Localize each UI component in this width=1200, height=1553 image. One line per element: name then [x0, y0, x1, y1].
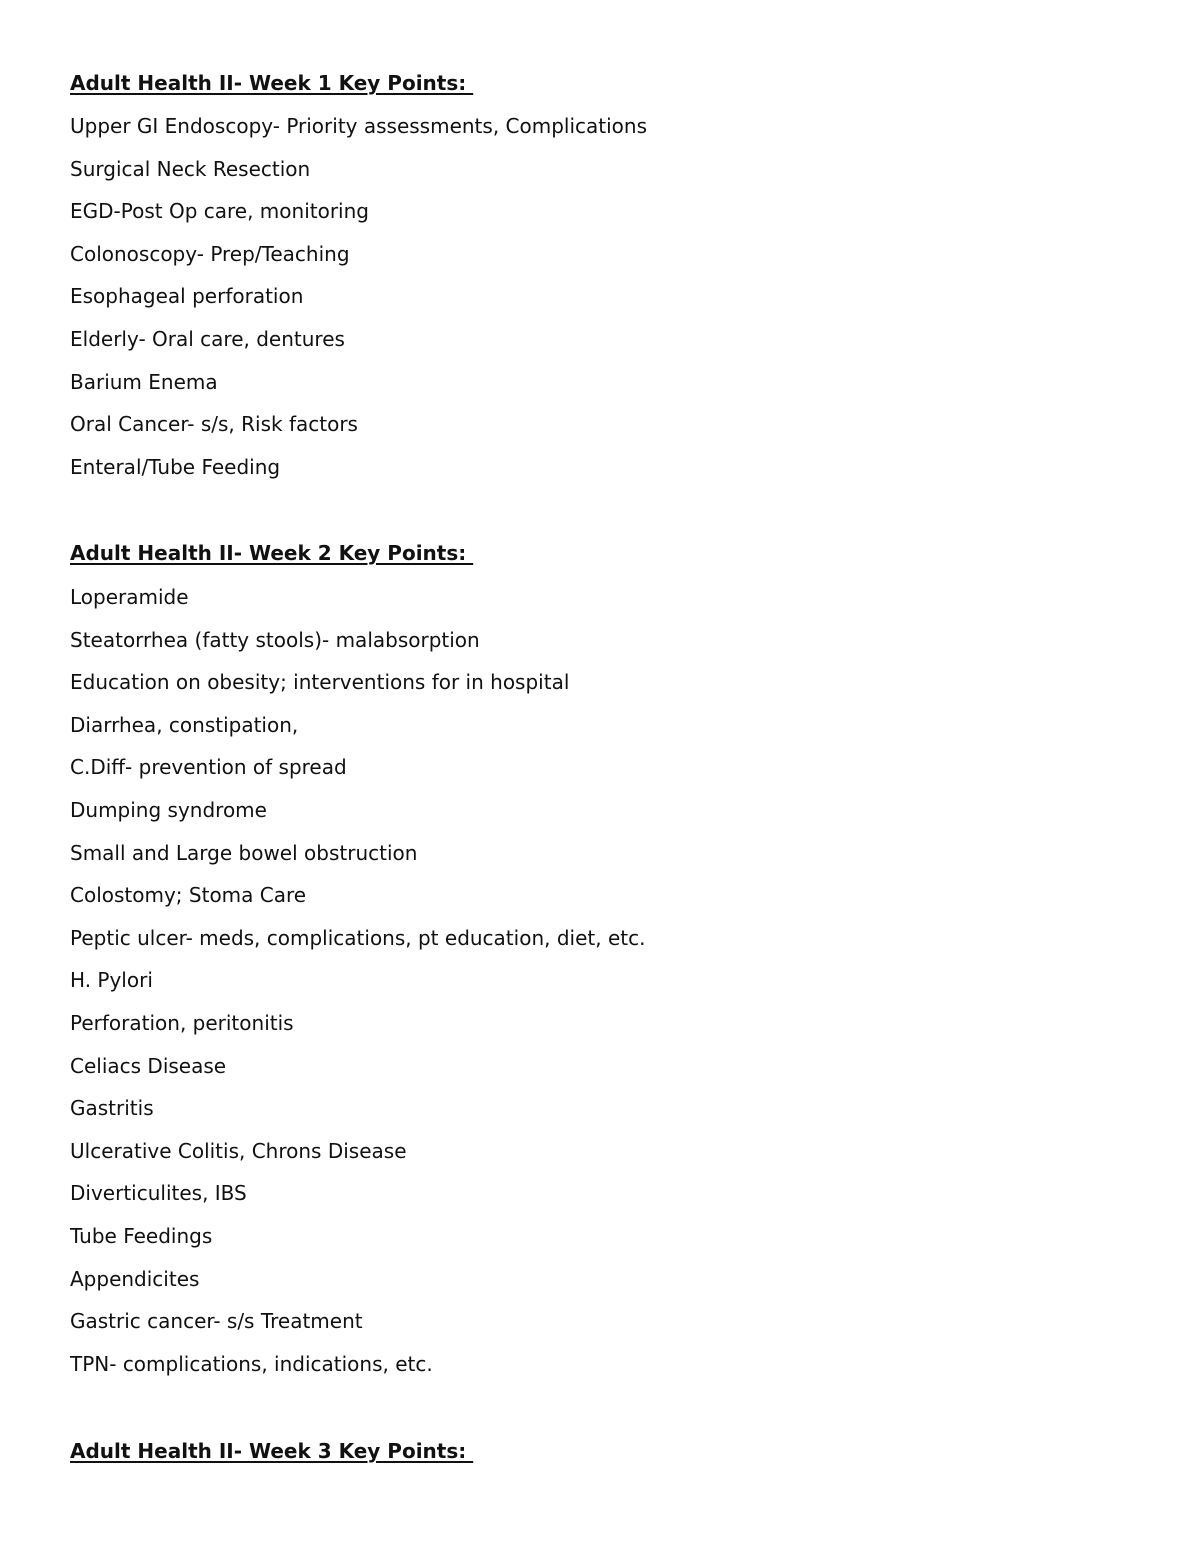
- list-item: Tube Feedings: [70, 1223, 213, 1248]
- week-3-heading: Adult Health II- Week 3 Key Points:: [70, 1439, 474, 1463]
- list-item: Elderly- Oral care, dentures: [70, 326, 345, 351]
- week-1-key-points-list: [70, 114, 647, 497]
- list-item: Surgical Neck Resection: [70, 156, 311, 181]
- list-item: Upper GI Endoscopy- Priority assessments, Complications: [70, 114, 648, 138]
- list-item: TPN- complications, indications, etc.: [70, 1351, 433, 1376]
- list-item: Dumping syndrome: [70, 797, 267, 822]
- week-2-key-points-list: [70, 585, 645, 1394]
- list-item: Ulcerative Colitis, Chrons Disease: [70, 1138, 407, 1163]
- list-item: Appendicites: [70, 1266, 200, 1291]
- list-item: Education on obesity; interventions for in hospital: [70, 670, 570, 695]
- list-item: C.Diff- prevention of spread: [70, 755, 347, 780]
- list-item: Celiacs Disease: [70, 1053, 227, 1078]
- list-item: Small and Large bowel obstruction: [70, 840, 418, 865]
- list-item: EGD-Post Op care, monitoring: [70, 199, 369, 224]
- list-item: Peptic ulcer- meds, complications, pt education, diet, etc.: [70, 925, 646, 950]
- list-item: Diarrhea, constipation,: [70, 712, 299, 737]
- week-2-heading: Adult Health II- Week 2 Key Points:: [70, 541, 474, 565]
- week-1-heading: Adult Health II- Week 1 Key Points:: [70, 71, 474, 95]
- list-item: Perforation, peritonitis: [70, 1010, 294, 1035]
- list-item: Esophageal perforation: [70, 284, 304, 309]
- list-item: Enteral/Tube Feeding: [70, 454, 281, 479]
- list-item: Oral Cancer- s/s, Risk factors: [70, 412, 358, 437]
- list-item: Diverticulites, IBS: [70, 1181, 247, 1206]
- list-item: Gastritis: [70, 1096, 154, 1121]
- list-item: H. Pylori: [70, 968, 153, 993]
- list-item: Gastric cancer- s/s Treatment: [70, 1309, 363, 1334]
- list-item: Colostomy; Stoma Care: [70, 883, 307, 908]
- list-item: Loperamide: [70, 585, 189, 609]
- list-item: Barium Enema: [70, 369, 218, 394]
- document-page: [70, 0, 1130, 1553]
- list-item: Colonoscopy- Prep/Teaching: [70, 241, 350, 266]
- list-item: Steatorrhea (fatty stools)- malabsorption: [70, 627, 480, 652]
